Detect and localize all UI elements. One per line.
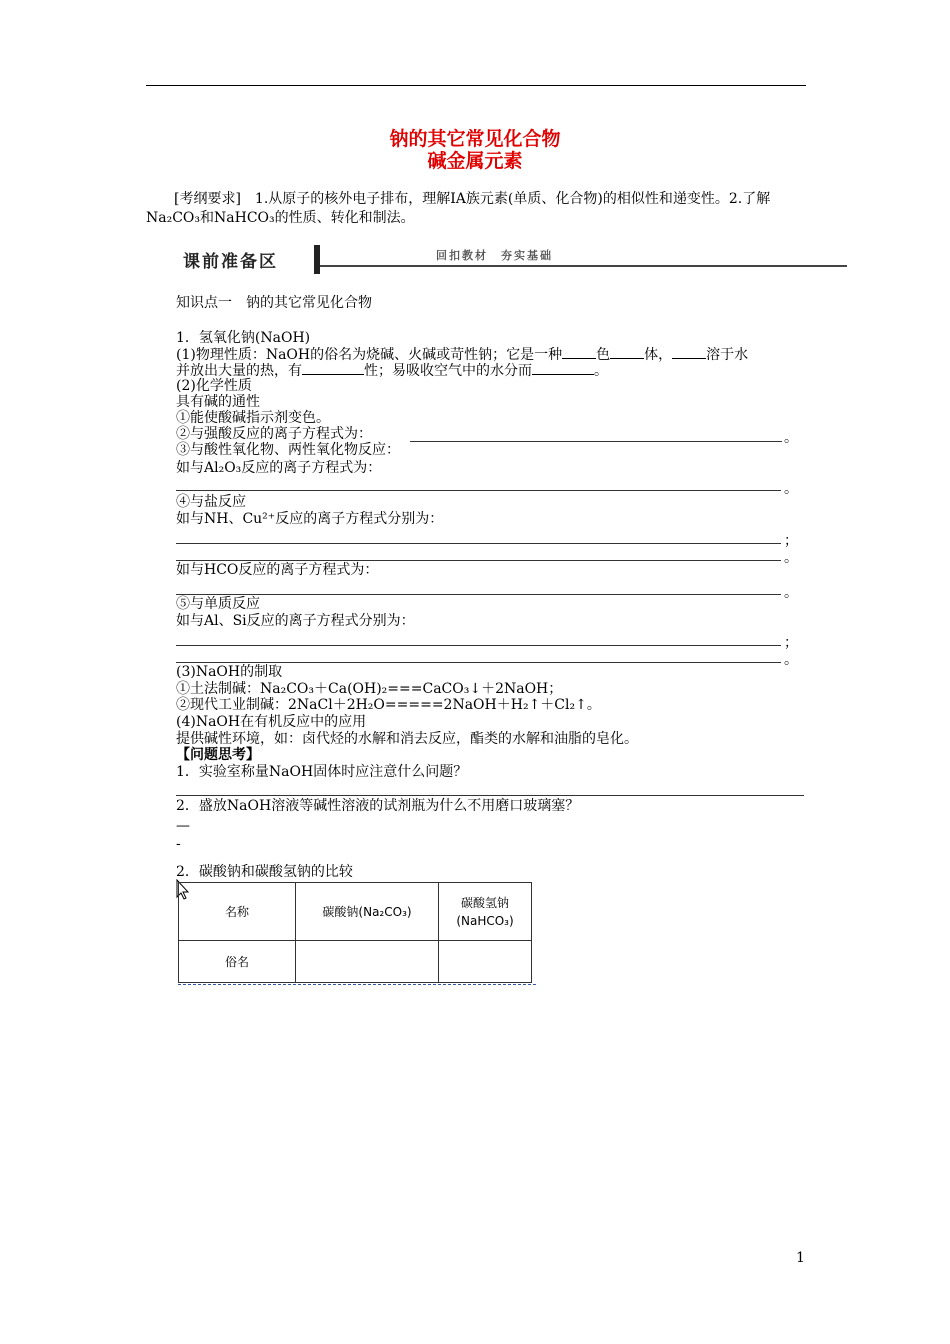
organic-text: 提供碱性环境，如：卤代烃的水解和消去反应，酯类的水解和油脂的皂化。 xyxy=(176,731,638,747)
physical-text-e: 并放出大量的热，有 xyxy=(176,363,302,379)
title-line-1: 钠的其它常见化合物 xyxy=(389,128,561,150)
header-rule xyxy=(146,85,806,86)
semicolon-mark: ； xyxy=(784,533,798,549)
physical-text-d: 溶于水 xyxy=(706,347,749,363)
table-cut-edge xyxy=(178,984,536,985)
title-line-2: 碱金属元素 xyxy=(427,150,523,172)
table-header-name: 名称 xyxy=(179,883,296,941)
prep-industrial: ②现代工业制碱：2NaCl＋2H₂O=====2NaOH＋H₂↑＋Cl₂↑。 xyxy=(176,697,601,713)
blank-deliquescence[interactable] xyxy=(532,362,594,375)
period-mark: 。 xyxy=(784,652,798,668)
table-header-na2co3: 碳酸钠(Na₂CO₃) xyxy=(296,883,439,941)
banner-title: 课前准备区 xyxy=(183,252,278,272)
table-cell-nahco3-name[interactable] xyxy=(439,941,532,983)
question-1: 1．实验室称量NaOH固体时应注意什么问题？ xyxy=(176,764,468,780)
comparison-heading: 2．碳酸钠和碳酸氢钠的比较 xyxy=(176,864,353,880)
chem-heading: (2)化学性质 xyxy=(176,378,252,394)
dash-mark-2: - xyxy=(176,836,181,852)
organic-heading: (4)NaOH在有机反应中的应用 xyxy=(176,714,367,730)
answer-line-q1[interactable] xyxy=(176,795,804,796)
answer-line-al2o3[interactable] xyxy=(176,490,781,491)
comparison-table xyxy=(178,882,532,983)
answer-line-hco3[interactable] xyxy=(176,594,781,595)
item-oxides: ③与酸性氧化物、两性氧化物反应： xyxy=(176,442,400,458)
item-hco3: 如与HCO反应的离子方程式为： xyxy=(176,562,379,578)
question-2: 2．盛放NaOH溶液等碱性溶液的试剂瓶为什么不用磨口玻璃塞？ xyxy=(176,798,580,814)
item-strong-acid: ②与强酸反应的离子方程式为： xyxy=(176,426,372,442)
item-oxides-sub: 如与Al₂O₃反应的离子方程式为： xyxy=(176,460,382,476)
banner-line xyxy=(320,265,847,267)
blank-color[interactable] xyxy=(562,346,596,359)
questions-heading: 【问题思考】 xyxy=(176,747,260,763)
naoh-heading: 1．氢氧化钠(NaOH) xyxy=(176,330,311,346)
blank-property[interactable] xyxy=(302,362,364,375)
answer-line-nh4[interactable] xyxy=(176,543,781,544)
answer-line-si[interactable] xyxy=(176,662,781,663)
blank-state[interactable] xyxy=(610,346,644,359)
period-mark: 。 xyxy=(784,481,798,497)
period-mark: 。 xyxy=(784,585,798,601)
physical-text-a: (1)物理性质：NaOH的俗名为烧碱、火碱或苛性钠；它是一种 xyxy=(176,347,563,363)
item-indicator: ①能使酸碱指示剂变色。 xyxy=(176,410,330,426)
physical-text-c: 体， xyxy=(644,347,673,363)
banner-bar xyxy=(314,245,320,274)
period-mark: 。 xyxy=(784,550,798,566)
common-properties: 具有碱的通性 xyxy=(176,394,260,410)
prep-lime: ①土法制碱：Na₂CO₃＋Ca(OH)₂===CaCO₃↓＋2NaOH； xyxy=(176,681,563,697)
answer-line-al[interactable] xyxy=(176,645,781,646)
page-number: 1 xyxy=(796,1250,805,1266)
physical-text-b: 色 xyxy=(596,347,611,363)
item-salt-sub: 如与NH、Cu²⁺反应的离子方程式分别为： xyxy=(176,511,444,527)
answer-line-cu[interactable] xyxy=(176,560,781,561)
table-cell-common-name: 俗名 xyxy=(179,941,296,983)
physical-properties-cont xyxy=(176,362,608,379)
blank-solubility[interactable] xyxy=(672,346,706,359)
exam-requirements: [考纲要求] 1.从原子的核外电子排布，理解ⅠA族元素(单质、化合物)的相似性和递变性。2.了解Na₂CO₃和NaHCO₃的性质、转化和制法。 xyxy=(146,191,771,226)
physical-properties xyxy=(176,346,748,363)
semicolon-mark: ； xyxy=(784,635,798,651)
prep-heading: (3)NaOH的制取 xyxy=(176,664,283,680)
physical-text-g: 。 xyxy=(594,363,608,379)
period-mark: 。 xyxy=(784,430,798,446)
table-header-nahco3: 碳酸氢钠 (NaHCO₃) xyxy=(439,883,532,941)
physical-text-f: 性；易吸收空气中的水分而 xyxy=(364,363,532,379)
table-cell-na2co3-name[interactable] xyxy=(296,941,439,983)
item-salt: ④与盐反应 xyxy=(176,494,246,510)
knowledge-point-heading: 知识点一 钠的其它常见化合物 xyxy=(176,295,372,311)
banner-subtitle: 回扣教材 夯实基础 xyxy=(436,249,553,262)
dash-mark-1: — xyxy=(176,818,190,834)
item-elements-sub: 如与Al、Si反应的离子方程式分别为： xyxy=(176,613,415,629)
answer-line-acid[interactable] xyxy=(410,441,782,442)
item-elements: ⑤与单质反应 xyxy=(176,596,260,612)
